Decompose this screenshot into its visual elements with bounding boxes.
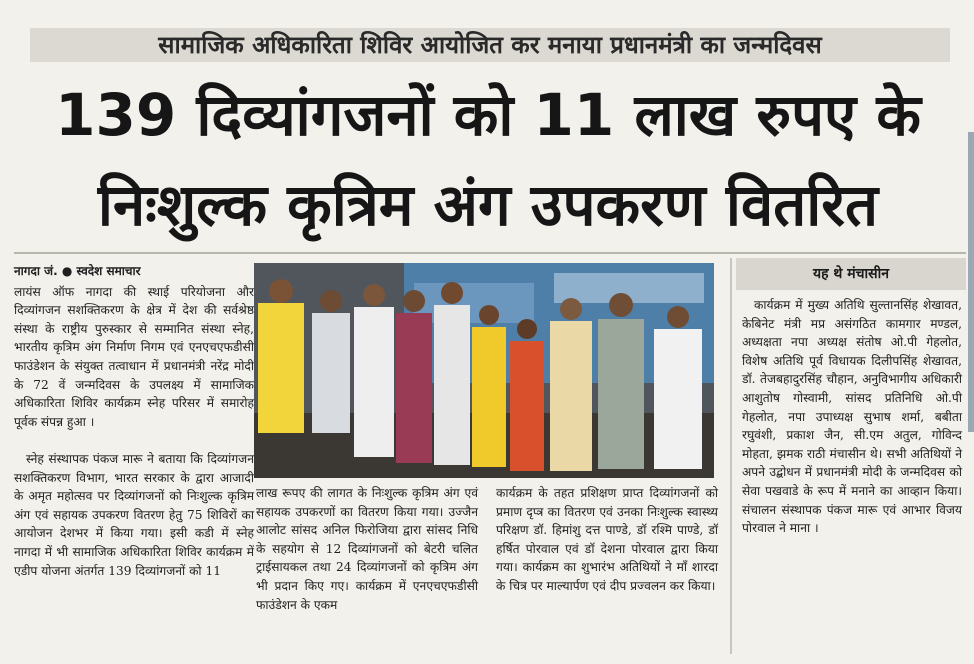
column-3 (496, 484, 718, 596)
paragraph-1: लायंस ऑफ नागदा की स्थाई परियोजना और दिव्यांगजन सशक्तिकरण के क्षेत्र में देश की सर्वश्रेष्ठ संस्था के राष्ट्रीय पुरुस्कार से सम्मानित संस्था स्नेह, भारतीय कृत्रिम अंग निर्माण निगम एवं एनएचएफडीसी फाउंडेशन के संयुक्त तत्वाधान में प्रधानमंत्री नरेंद्र मोदी के 72 वें जन्मदिवस के उपलक्ष्य में सामाजिक अधिकारिता शिविर कार्यक्रम स्नेह परिसर में समारोह पूर्वक संपन्न हुआ । (14, 284, 254, 429)
kicker-headline: सामाजिक अधिकारिता शिविर आयोजित कर मनाया प्रधानमंत्री का जन्मदिवस (30, 28, 950, 62)
paragraph-3: लाख रूपए की लागत के निःशुल्क कृत्रिम अंग एवं सहायक उपकरणों का वितरण किया गया। उज्जैन आलोट सांसद अनिल फिरोजिया द्वारा सांसद निधि के सहयोग से 12 दिव्यांगजनों को बेटरी चलित ट्राईसायकल तथा 24 दिव्यांगजनों को कृत्रिम अंग भी प्रदान किए गए। कार्यक्रम में एनएचएफडीसी फाउंडेशन के एकम (256, 486, 478, 612)
divider (14, 252, 966, 254)
sidebar-body-column (742, 296, 962, 538)
sidebar-title: यह थे मंचासीन (736, 258, 966, 290)
column-1 (14, 262, 254, 431)
column-1-continued (14, 450, 254, 580)
event-photo-illustration (254, 263, 714, 478)
paragraph-4: कार्यक्रम के तहत प्रशिक्षण प्राप्त दिव्यांगजनों को प्रमाण दृप्त्र का वितरण एवं उनका निःशुल्क स्वास्थ्य परिक्षण डॉ. हिमांशु दत्त पाण्डे, डॉ रश्मि पाण्डे, डॉ हर्षित पोरवाल एवं डॉ देशना पोरवाल द्वारा किया गया। कार्यक्रम का शुभारंभ अतिथियों ने माँ शारदा के चित्र पर माल्यार्पण एवं दीप प्रज्वलन कर किया। (496, 486, 718, 593)
sidebar-divider (730, 258, 732, 654)
page-edge (968, 132, 974, 432)
paragraph-2: स्नेह संस्थापक पंकज मारू ने बताया कि दिव्यांगजन सशक्तिकरण विभाग, भारत सरकार के द्वारा आजादी के अमृत महोत्सव पर दिव्यांगजनों को निःशुल्क कृत्रिम अंग एवं सहायक उपकरण वितरण हेतु 75 शिविरों का आयोजन देशभर में किया गया। इसी कडी में स्नेह नागदा में भी सामाजिक अधिकारिता शिविर कार्यक्रम में एडीप योजना अंतर्गत 139 दिव्यांगजनों को 11 (14, 452, 254, 578)
event-photo (254, 263, 714, 478)
byline: नागदा जं. ● स्वदेश समाचार (14, 264, 141, 278)
sidebar-body: कार्यक्रम में मुख्य अतिथि सुल्तानसिंह शेखावत, केबिनेट मंत्री मप्र असंगठित कामगार मण्डल, अध्यक्षता नपा अध्यक्ष संतोष ओ.पी गेहलोत, विशेष अतिथि पूर्व विधायक दिलीपसिंह शेखावत, डॉ. तेजबहादुरसिंह चौहान, अनुविभागीय अधिकारी आशुतोष गोस्वामी, सांसद प्रतिनिधि ओ.पी गेहलोत, नपा उपाध्यक्ष सुभाष शर्मा, बबीता रघुवंशी, प्रकाश जैन, सी.एम अतुल, गोविन्द मोहता, झमक राठी मंचासीन थे। सभी अतिथियों ने अपने उद्बोधन में प्रधानमंत्री मोदी के जन्मदिवस को सेवा पखवाडे के रूप में मनाने का आव्हान किया। संचालन संस्थापक पंकज मारू एवं आभार विजय पोरवाल ने माना । (742, 298, 962, 536)
headline-line-1: 139 दिव्यांगजनों को 11 लाख रुपए के (55, 81, 921, 149)
column-2 (256, 484, 478, 614)
headline-line-2: निःशुल्क कृत्रिम अंग उपकरण वितरित (97, 171, 879, 239)
